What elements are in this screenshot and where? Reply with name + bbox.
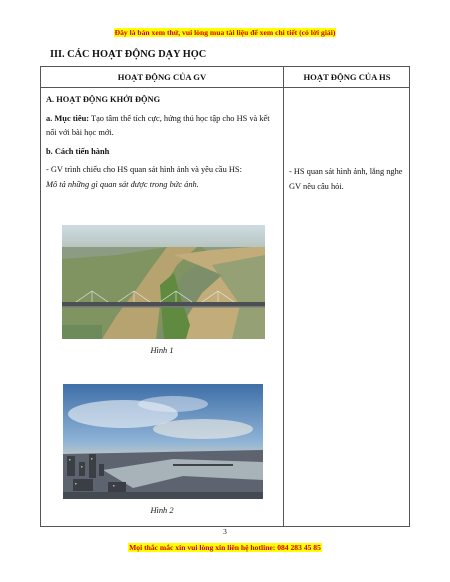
student-column-header: HOẠT ĐỘNG CỦA HS <box>303 72 391 82</box>
method-heading: b. Cách tiến hành <box>46 146 110 156</box>
teacher-question: Mô tả những gì quan sát được trong bức ảnh. <box>46 179 199 189</box>
river-bridge-photo <box>62 225 265 339</box>
figure-2-image <box>63 384 263 499</box>
hotline-banner <box>0 537 450 555</box>
figure-1-caption: Hình 1 <box>150 346 174 355</box>
figure-2-caption: Hình 2 <box>150 506 174 515</box>
preview-notice-banner <box>0 22 450 40</box>
part-a-heading: A. HOẠT ĐỘNG KHỞI ĐỘNG <box>46 95 161 104</box>
teacher-step: - GV trình chiếu cho HS quan sát hình ảnh và yêu cầu HS: <box>46 165 242 175</box>
preview-notice-text: Đây là bản xem thử, vui lòng mua tài liệu để xem chi tiết (có lời giải) <box>114 28 336 37</box>
teacher-column-header: HOẠT ĐỘNG CỦA GV <box>117 72 207 82</box>
goal-label: a. Mục tiêu: <box>46 113 90 123</box>
goal-paragraph <box>46 112 279 141</box>
hotline-text: Mọi thắc mắc xin vui lòng xin liên hệ hotline: 084 283 45 85 <box>129 543 321 552</box>
activity-table <box>40 66 410 527</box>
teacher-activity-cell <box>46 93 279 193</box>
goal-text: Tạo tâm thế tích cực, hứng thú học tập cho HS và kết nối với bài học mới. <box>46 113 270 138</box>
header-divider <box>41 87 409 88</box>
figure-1-image <box>62 225 265 339</box>
page-number: 3 <box>223 527 227 536</box>
column-divider <box>283 67 284 526</box>
student-activity-text: - HS quan sát hình ảnh, lắng nghe GV nêu câu hỏi. <box>289 167 403 191</box>
section-title: III. CÁC HOẠT ĐỘNG DẠY HỌC <box>50 49 207 60</box>
city-skyline-photo <box>63 384 263 499</box>
